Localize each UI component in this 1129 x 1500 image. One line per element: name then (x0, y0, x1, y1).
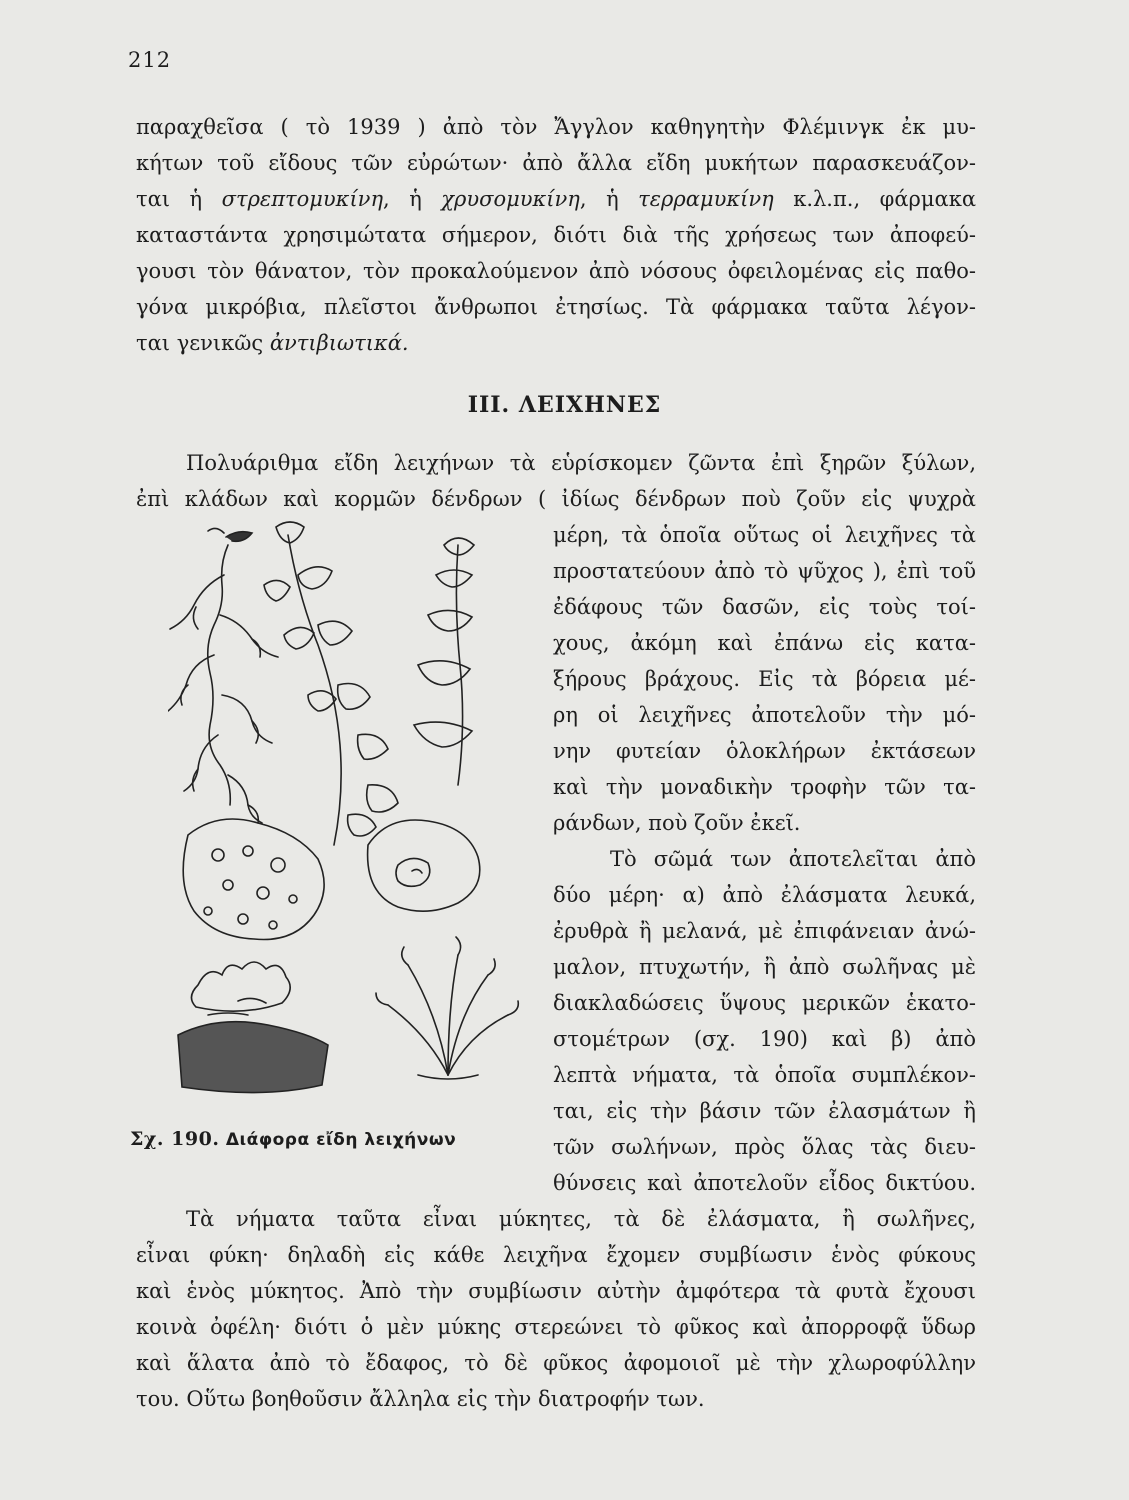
text-line: ἐδάφους τῶν δασῶν, εἰς τοὺς τοί- (553, 595, 976, 619)
text-fragment: , ἡ (579, 187, 639, 211)
text-line: μαλον, πτυχωτήν, ἢ ἀπὸ σωλῆνας μὲ (553, 955, 976, 979)
text-line: ράνδων, ποὺ ζοῦν ἐκεῖ. (553, 811, 801, 835)
text-line: ἐρυθρὰ ἢ μελανά, μὲ ἐπιφάνειαν ἀνώ- (553, 919, 976, 943)
term-streptomycin: στρεπτομυκίνη (221, 187, 384, 211)
crustose-lichen-patch (183, 819, 324, 940)
text-line: λεπτὰ νήματα, τὰ ὁποῖα συμπλέκον- (553, 1063, 976, 1087)
text-line: ξήρους βράχους. Εἰς τὰ βόρεια μέ- (553, 667, 976, 691)
text-line: μέρη, τὰ ὁποῖα οὕτως οἱ λειχῆνες τὰ (553, 523, 976, 547)
text-line: παραχθεῖσα ( τὸ 1939 ) ἀπὸ τὸν Ἄγγλον καθηγητὴν Φλέμινγκ ἐκ μυ- (136, 115, 976, 139)
text-line: καὶ ἅλατα ἀπὸ τὸ ἔδαφος, τὸ δὲ φῦκος ἀφομοιοῖ μὲ τὴν χλωροφύλλην (136, 1351, 976, 1375)
foliose-lichen-column (264, 522, 398, 845)
text-line (136, 184, 976, 214)
text-line: χους, ἀκόμη καὶ ἐπάνω εἰς κατα- (553, 631, 976, 655)
text-line: τῶν σωλήνων, πρὸς ὅλας τὰς διευ- (553, 1135, 976, 1159)
text-line: Τὰ νήματα ταῦτα εἶναι μύκητες, τὰ δὲ ἐλάσματα, ἢ σωλῆνες, (186, 1207, 976, 1231)
rosette-lichen (368, 820, 480, 911)
text-line: καταστάντα χρησιμώτατα σήμερον, διότι διὰ τῆς χρήσεως των ἀποφεύ- (136, 223, 976, 247)
text-fragment: ται γενικῶς (136, 331, 270, 355)
text-line: θύνσεις καὶ ἀποτελοῦν εἶδος δικτύου. (553, 1171, 976, 1195)
text-line: ρη οἱ λειχῆνες ἀποτελοῦν τὴν μό- (553, 703, 976, 727)
shrubby-lichen (376, 937, 518, 1079)
text-line: διακλαδώσεις ὕψους μερικῶν ἑκατο- (553, 991, 976, 1015)
text-line: εἶναι φύκη· δηλαδὴ εἰς κάθε λειχῆνα ἔχομεν συμβίωσιν ἑνὸς φύκους (136, 1243, 976, 1267)
section-heading: ΙΙΙ. ΛΕΙΧΗΝΕΣ (467, 392, 662, 418)
figure-label: Σχ. 190. (130, 1128, 220, 1150)
cup-lichen-stalk (414, 538, 474, 785)
text-line: ἐπὶ κλάδων καὶ κορμῶν δένδρων ( ἰδίως δένδρων ποὺ ζοῦν εἰς ψυχρὰ (136, 487, 976, 511)
figure-caption (130, 1128, 456, 1150)
text-fragment: ται ἡ (136, 187, 222, 211)
lichen-drawing (168, 515, 540, 1115)
fruticose-lichen-roots (168, 528, 278, 823)
leafy-lichen-on-rock (178, 962, 328, 1093)
term-antibiotics: ἀντιβιωτικά. (269, 331, 409, 355)
text-line: Τὸ σῶμά των ἀποτελεῖται ἀπὸ (610, 847, 976, 871)
text-line: δύο μέρη· α) ἀπὸ ἐλάσματα λευκά, (553, 883, 976, 907)
term-terramycin: τερραμυκίνη (638, 187, 774, 211)
text-line: γουσι τὸν θάνατον, τὸν προκαλούμενον ἀπὸ νόσους ὀφειλομένας εἰς παθο- (136, 259, 976, 283)
text-line: γόνα μικρόβια, πλεῖστοι ἄνθρωποι ἐτησίως. Τὰ φάρμακα ταῦτα λέγον- (136, 295, 976, 319)
page-number: 212 (128, 48, 172, 72)
text-line: προστατεύουν ἀπὸ τὸ ψῦχος ), ἐπὶ τοῦ (553, 559, 976, 583)
text-line: ται, εἰς τὴν βάσιν τῶν ἐλασμάτων ἢ (553, 1099, 976, 1123)
text-line: κήτων τοῦ εἴδους τῶν εὐρώτων· ἀπὸ ἄλλα εἴδη μυκήτων παρασκευάζον- (136, 151, 976, 175)
lichen-illustration (168, 515, 540, 1115)
text-line: του. Οὕτω βοηθοῦσιν ἄλληλα εἰς τὴν διατροφήν των. (136, 1387, 705, 1411)
text-line: νην φυτείαν ὁλοκλήρων ἐκτάσεων (553, 739, 976, 763)
text-fragment: , ἡ (383, 187, 442, 211)
text-line: στομέτρων (σχ. 190) καὶ β) ἀπὸ (553, 1027, 976, 1051)
text-fragment: κ.λ.π., φάρμακα (773, 187, 976, 211)
term-chrysomycin: χρυσομυκίνη (441, 187, 580, 211)
text-line: Πολυάριθμα εἴδη λειχήνων τὰ εὑρίσκομεν ζῶντα ἐπὶ ξηρῶν ξύλων, (186, 451, 976, 475)
text-line: καὶ τὴν μοναδικὴν τροφὴν τῶν τα- (553, 775, 976, 799)
figure-caption-text: Διάφορα εἴδη λειχήνων (225, 1130, 457, 1150)
text-line (136, 328, 976, 358)
text-line: κοινὰ ὀφέλη· διότι ὁ μὲν μύκης στερεώνει τὸ φῦκος καὶ ἀπορροφᾷ ὕδωρ (136, 1315, 976, 1339)
text-line: καὶ ἑνὸς μύκητος. Ἀπὸ τὴν συμβίωσιν αὐτὴν ἀμφότερα τὰ φυτὰ ἔχουσι (136, 1279, 976, 1303)
